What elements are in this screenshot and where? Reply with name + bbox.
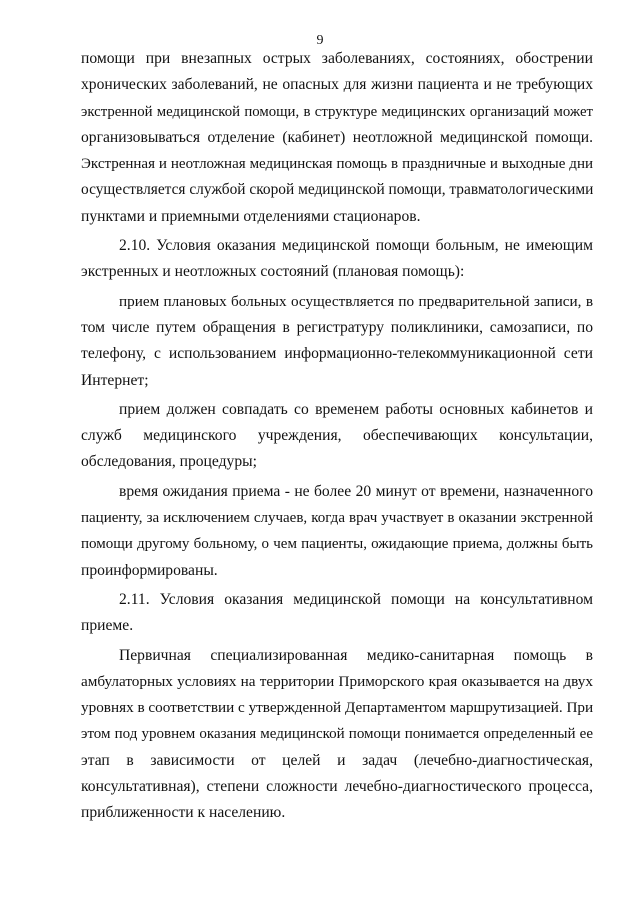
text-line: осуществляется службой скорой медицинской помощи, травматологическими [81,181,594,199]
text-line: том числе путем обращения в регистратуру поликлиники, самозаписи, по [81,318,593,336]
text-line: помощи другому больному, о чем пациенты, ожидающие приема, должны быть [81,536,593,553]
text-line: приеме. [81,617,134,635]
page-number: 9 [316,33,324,48]
text-line: 2.11. Условия оказания медицинской помощи на консультативном [119,590,593,608]
text-line: этап в зависимости от целей и задач (лечебно-диагностическая, [81,751,593,769]
text-line: служб медицинского учреждения, обеспечивающих консультации, [81,427,593,445]
text-line: пациенту, за исключением случаев, когда врач участвует в оказании экстренной [81,510,593,527]
document-body [81,46,593,827]
text-line: консультативная), степени сложности лечебно-диагностического процесса, [81,778,593,796]
text-line: 2.10. Условия оказания медицинской помощи больным, не имеющим [119,237,593,255]
text-line: время ожидания приема - не более 20 минут от времени, назначенного [119,482,593,500]
text-line: прием должен совпадать со временем работы основных кабинетов и [119,400,593,418]
text-line: приближенности к населению. [81,804,286,822]
text-line: обследования, процедуры; [81,453,257,471]
text-line: амбулаторных условиях на территории Приморского края оказывается на двух [81,672,593,690]
text-line: телефону, с использованием информационно-телекоммуникационной сети [81,345,593,363]
text-line: Экстренная и неотложная медицинская помощь в праздничные и выходные дни [81,156,593,173]
text-line: пунктами и приемными отделениями стационаров. [81,207,421,225]
text-line: экстренной медицинской помощи, в структуре медицинских организаций может [81,103,593,120]
text-line: помощи при внезапных острых заболеваниях, состояниях, обострении [81,50,593,67]
text-line: проинформированы. [81,561,218,579]
text-line: организовываться отделение (кабинет) неотложной медицинской помощи. [81,128,593,146]
text-line: хронических заболеваний, не опасных для жизни пациента и не требующих [81,76,593,94]
text-line: экстренных и неотложных состояний (плановая помощь): [81,263,465,281]
text-line: прием плановых больных осуществляется по предварительной записи, в [119,292,593,310]
text-line: уровнях в соответствии с утвержденной Департаментом маршрутизацией. При [81,699,594,717]
text-line: Интернет; [81,371,149,389]
text-line: этом под уровнем оказания медицинской помощи понимается определенный ее [81,726,593,743]
text-line: Первичная специализированная медико-санитарная помощь в [119,646,593,664]
